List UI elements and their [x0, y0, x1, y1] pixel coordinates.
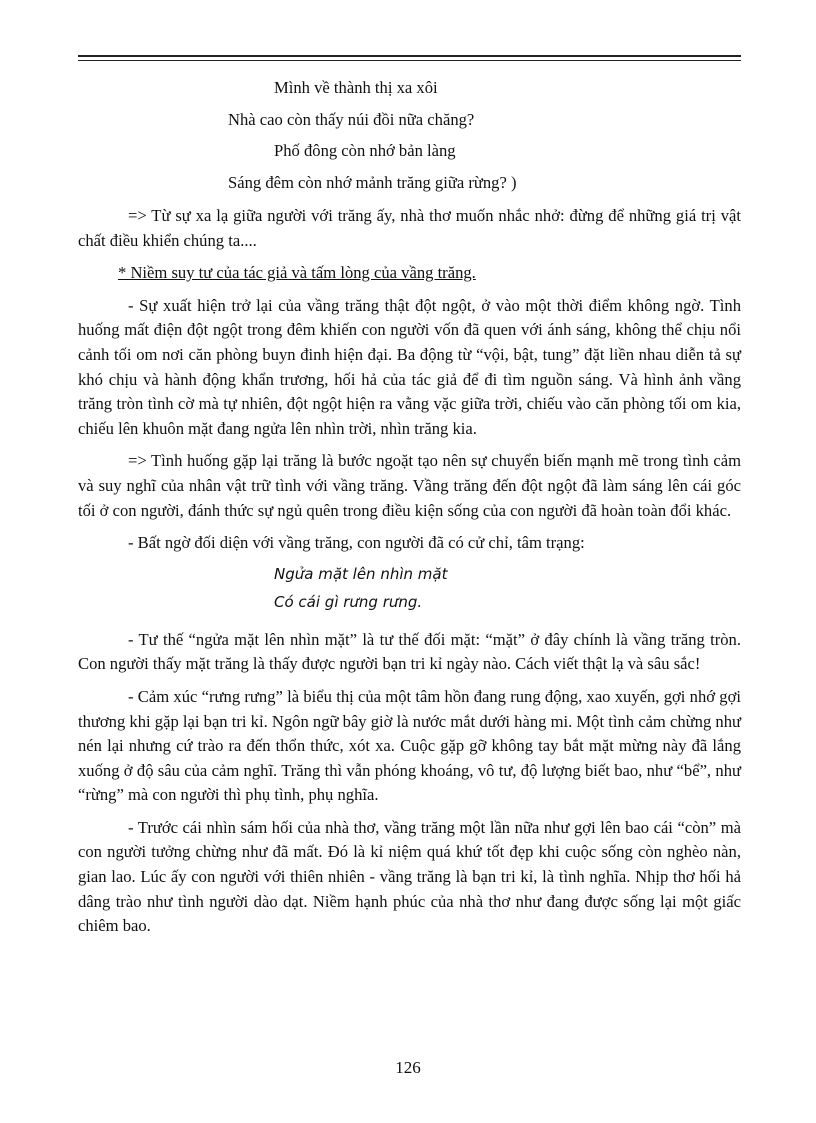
paragraph-emotion: - Cảm xúc “rưng rưng” là biểu thị của một tâm hồn đang rung động, xao xuyến, gợi nhớ gợi thương khi gặp lại bạn tri kỉ. Ngôn ngữ bây giờ là nước mắt dưới hàng mi. Một tình cảm chừng như nén lại nhưng cứ trào ra đến thổn thức, xót xa. Cuộc gặp gỡ không tay bắt mặt mừng này đã lắng xuống ở độ sâu của cảm nghĩ. Trăng thì vẫn phóng khoáng, vô tư, độ lượng biết bao, như “bể”, như “rừng” mà con người thì phụ tình, phụ nghĩa. [78, 686, 741, 805]
poem-line-2: Nhà cao còn thấy núi đồi nữa chăng? [228, 109, 475, 129]
paragraph-posture: - Tư thế “ngửa mặt lên nhìn mặt” là tư thế đối mặt: “mặt” ở đây chính là vầng trăng tròn. Con người thấy mặt trăng là thấy được người bạn tri kỉ ngày nào. Cách viết thật lạ và sâu sắc! [78, 629, 741, 674]
paragraph-conclusion-2: => Tình huống gặp lại trăng là bước ngoặt tạo nên sự chuyển biến mạnh mẽ trong tình cảm và suy nghĩ của nhân vật trữ tình với vầng trăng. Vầng trăng đến đột ngột đã làm sáng lên cái góc tối ở con người, đánh thức sự ngủ quên trong điều kiện sống của con người đã hoàn toàn đổi khác. [78, 451, 741, 520]
page-content [78, 72, 741, 947]
header-rule-thin [78, 60, 741, 61]
paragraph-moon-return: - Sự xuất hiện trở lại của vầng trăng thật đột ngột, ở vào một thời điểm không ngờ. Tình huống mất điện đột ngột trong đêm khiến con người vốn đã quen với ánh sáng, không thể chịu nổi cảnh tối om nơi căn phòng buyn đinh hiện đại. Ba động từ “vội, bật, tung” đặt liền nhau diễn tả sự khó chịu và hành động khẩn trương, hối hả của tác giả để đi tìm nguồn sáng. Và hình ảnh vầng trăng tròn tình cờ mà tự nhiên, đột ngột hiện ra vằng vặc giữa trời, chiếu vào căn phòng tối om kia, chiếu lên khuôn mặt đang ngửa lên nhìn trời, nhìn trăng kia. [78, 295, 741, 438]
paragraph-repentance: - Trước cái nhìn sám hối của nhà thơ, vầng trăng một lần nữa như gợi lên bao cái “còn” mà con người tưởng chừng như đã mất. Đó là kỉ niệm quá khứ tốt đẹp khi cuộc sống còn nghèo nàn, gian lao. Lúc ấy con người với thiên nhiên - vầng trăng là bạn tri kỉ, là tình nghĩa. Nhịp thơ hối hả dâng trào như tình người dào dạt. Niềm hạnh phúc của nhà thơ như đang được sống lại một giấc chiêm bao. [78, 817, 741, 936]
header-rule-thick [78, 55, 741, 57]
poem-line-4: Sáng đêm còn nhớ mảnh trăng giữa rừng? ) [228, 172, 517, 192]
quoted-verse-2: Có cái gì rưng rưng. [274, 592, 423, 611]
poem-line-1: Mình về thành thị xa xôi [274, 78, 438, 97]
section-heading: * Niềm suy tư của tác giả và tấm lòng của vầng trăng. [118, 263, 476, 283]
paragraph-conclusion-1: => Từ sự xa lạ giữa người với trăng ấy, nhà thơ muốn nhắc nhở: đừng để những giá trị vật chất điều khiển chúng ta.... [78, 206, 741, 250]
page-number: 126 [395, 1058, 421, 1077]
quoted-verse-1: Ngửa mặt lên nhìn mặt [274, 564, 448, 583]
poem-line-3: Phố đông còn nhớ bản làng [274, 141, 456, 160]
paragraph-gesture-intro: - Bất ngờ đối diện với vầng trăng, con người đã có cử chỉ, tâm trạng: [128, 533, 585, 553]
